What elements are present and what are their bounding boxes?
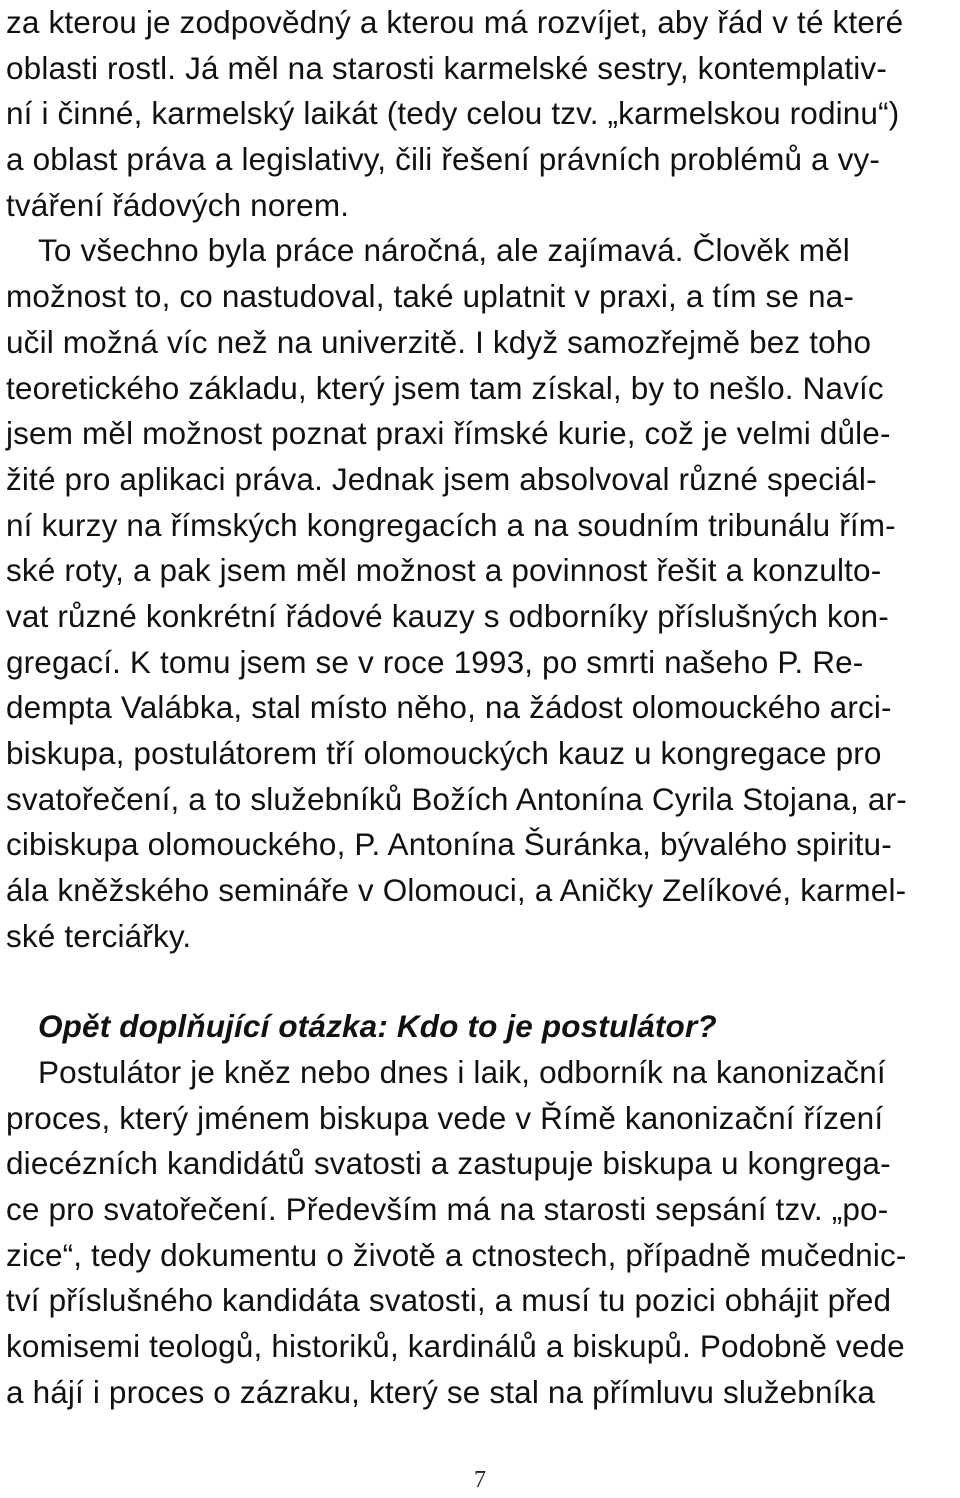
- text-line: ské roty, a pak jsem měl možnost a povinnost řešit a konzulto-: [6, 552, 882, 589]
- text-line: ní kurzy na římských kongregacích a na soudním tribunálu řím-: [6, 506, 896, 543]
- text-line: To všechno byla práce náročná, ale zajímavá. Člověk měl: [38, 232, 850, 269]
- text-line: za kterou je zodpovědný a kterou má rozvíjet, aby řád v té které: [6, 4, 904, 40]
- page-number: 7: [474, 1467, 486, 1493]
- text-line: jsem měl možnost poznat praxi římské kurie, což je velmi důle-: [6, 415, 891, 452]
- text-line: možnost to, co nastudoval, také uplatnit v praxi, a tím se na-: [6, 278, 854, 315]
- text-line: tváření řádových norem.: [6, 186, 350, 223]
- text-line: proces, který jménem biskupa vede v Římě kanonizační řízení: [6, 1099, 884, 1136]
- text-line: dempta Valábka, stal místo něho, na žádost olomouckého arci-: [6, 689, 892, 726]
- text-line: ce pro svatořečení. Především má na starosti sepsání tzv. „po-: [6, 1191, 889, 1228]
- text-line: biskupa, postulátorem tří olomouckých kauz u kongregace pro: [6, 735, 882, 771]
- text-line: a oblast práva a legislativy, čili řešení právních problémů a vy-: [6, 141, 881, 178]
- text-line: zice“, tedy dokumentu o životě a ctnostech, případně mučednic-: [6, 1236, 907, 1273]
- text-block-lower: [6, 1002, 960, 1416]
- text-line: Postulátor je kněz nebo dnes i laik, odborník na kanonizační: [38, 1054, 886, 1090]
- text-line: cibiskupa olomouckého, P. Antonína Šuránka, bývalého spiritu-: [6, 826, 892, 863]
- text-block-upper: [6, 0, 960, 959]
- text-line: svatořečení, a to služebníků Božích Antonína Cyrila Stojana, ar-: [6, 780, 907, 817]
- text-line: teoretického základu, který jsem tam získal, by to nešlo. Navíc: [6, 369, 884, 406]
- text-line: a hájí i proces o zázraku, který se stal na přímluvu služebníka: [6, 1373, 876, 1410]
- text-line: komisemi teologů, historiků, kardinálů a biskupů. Podobně vede: [6, 1328, 905, 1365]
- text-line: učil možná víc než na univerzitě. I když samozřejmě bez toho: [6, 323, 872, 360]
- text-line: ní i činné, karmelský laikát (tedy celou tzv. „karmelskou rodinu“): [6, 95, 900, 132]
- text-line: ála kněžského semináře v Olomouci, a Aničky Zelíkové, karmel-: [6, 872, 907, 909]
- text-line: oblasti rostl. Já měl na starosti karmelské sestry, kontemplativ-: [6, 49, 887, 86]
- text-line: diecézních kandidátů svatosti a zastupuje biskupa u kongrega-: [6, 1145, 891, 1182]
- text-line: gregací. K tomu jsem se v roce 1993, po smrti našeho P. Re-: [6, 643, 864, 680]
- text-line: žité pro aplikaci práva. Jednak jsem absolvoval různé speciál-: [6, 460, 877, 497]
- text-line: tví příslušného kandidáta svatosti, a musí tu pozici obhájit před: [6, 1282, 892, 1319]
- text-line: vat různé konkrétní řádové kauzy s odborníky příslušných kon-: [6, 597, 889, 634]
- question-heading: Opět doplňující otázka: Kdo to je postulátor?: [38, 1008, 717, 1044]
- text-line: ské terciářky.: [6, 917, 192, 954]
